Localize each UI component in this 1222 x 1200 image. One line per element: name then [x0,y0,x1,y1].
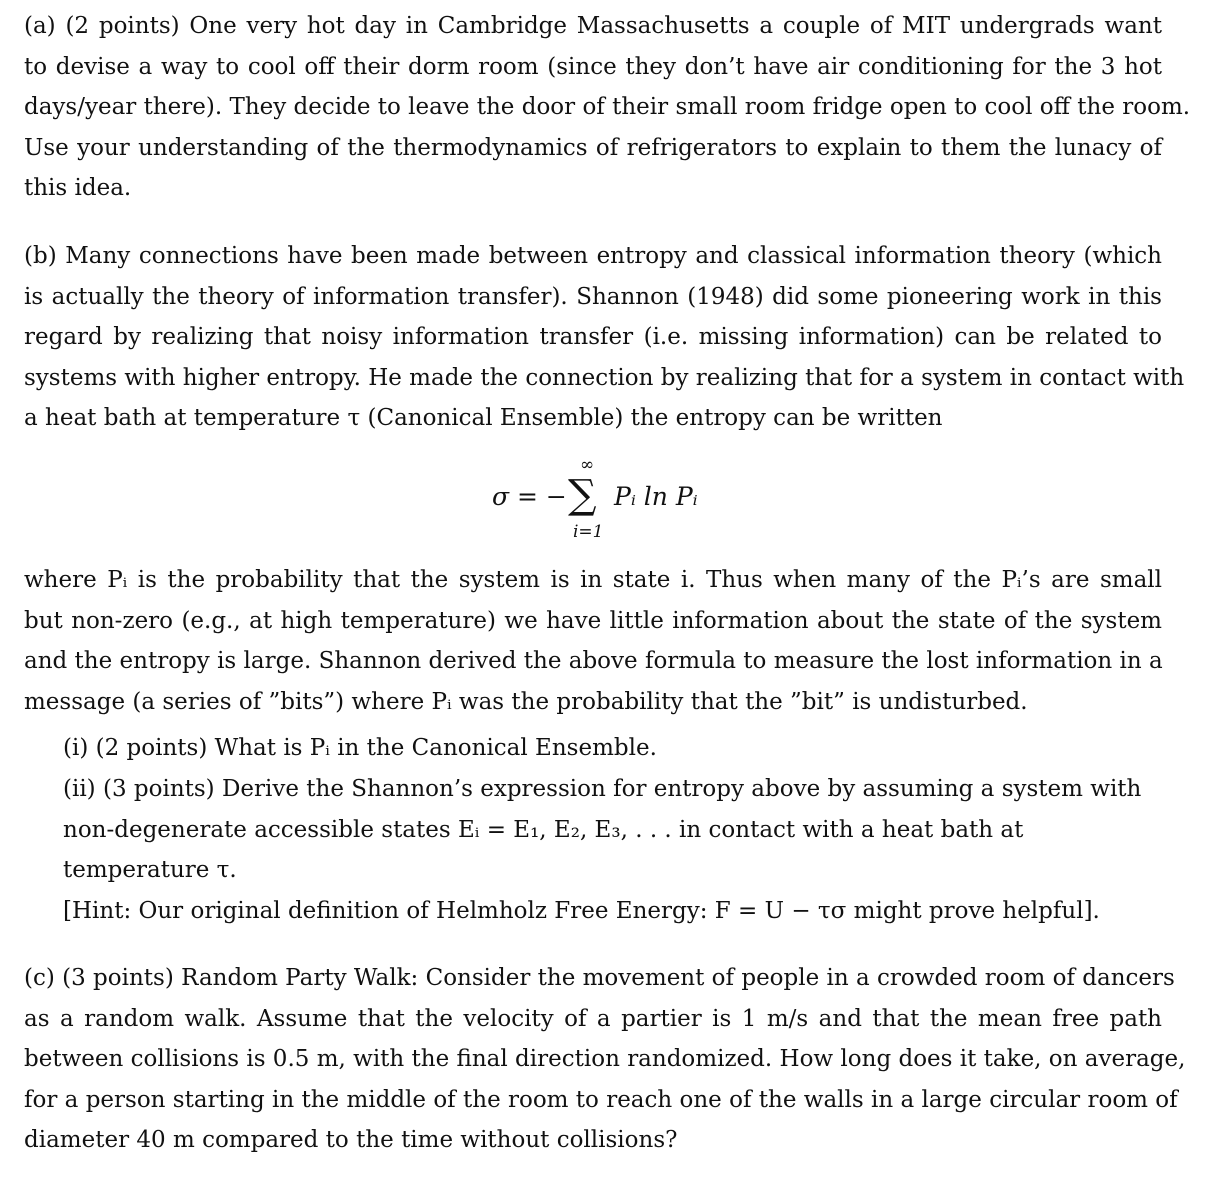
part-b-after-line: message (a series of ”bits”) where Pᵢ was the probability that the ”bit” is undisturbed. [24,688,1028,715]
part-b-line: (b) Many connections have been made between entropy and classical information theory (which [24,243,1162,269]
part-a-line: (a) (2 points) One very hot day in Cambridge Massachusetts a couple of MIT undergrads want [24,13,1162,39]
part-b-paragraph [24,236,1185,439]
part-a-line: days/year there). They decide to leave the door of their small room fridge open to cool off the room. [24,94,1191,120]
part-c-line: for a person starting in the middle of the room to reach one of the walls in a large circular room of [24,1086,1178,1113]
part-b-continuation [24,560,1162,722]
part-c-paragraph [24,958,1186,1161]
equation-rhs: Pᵢ ln Pᵢ [614,482,698,511]
sum-upper-limit: ∞ [580,455,595,475]
sub-ii-line: temperature τ. [63,857,237,883]
part-b-line: a heat bath at temperature τ (Canonical Ensemble) the entropy can be written [24,405,943,431]
part-b-line: systems with higher entropy. He made the connection by realizing that for a system in contact with [24,364,1185,391]
part-a-line: to devise a way to cool off their dorm room (since they don’t have air conditioning for the 3 hot [24,53,1162,80]
part-c-line: as a random walk. Assume that the velocity of a partier is 1 m/s and that the mean free path [24,1005,1162,1032]
sub-question-i [63,728,1162,769]
part-c-line: (c) (3 points) Random Party Walk: Consider the movement of people in a crowded room of dancers [24,965,1175,991]
part-a-paragraph [24,6,1191,209]
part-b-after-line: and the entropy is large. Shannon derived the above formula to measure the lost information in a [24,648,1163,674]
sub-ii-line: (ii) (3 points) Derive the Shannon’s expression for entropy above by assuming a system with [63,776,1142,802]
summation-symbol: ∑ [568,472,597,518]
part-b-line: is actually the theory of information transfer). Shannon (1948) did some pioneering work in this [24,283,1162,310]
sum-lower-limit: i=1 [573,522,604,542]
part-b-after-line: but non-zero (e.g., at high temperature) we have little information about the state of the system [24,607,1162,634]
part-a-line: this idea. [24,175,132,201]
sub-i-line: (i) (2 points) What is Pᵢ in the Canonical Ensemble. [63,735,657,761]
part-b-after-line: where Pᵢ is the probability that the system is in state i. Thus when many of the Pᵢ’s are small [24,567,1162,593]
part-b-line: regard by realizing that noisy information transfer (i.e. missing information) can be related to [24,324,1162,350]
hint-line: [Hint: Our original definition of Helmholz Free Energy: F = U − τσ might prove helpful]. [63,897,1100,924]
sub-question-ii [63,769,1142,931]
part-a-line: Use your understanding of the thermodynamics of refrigerators to explain to them the lunacy of [24,134,1162,161]
equation-lhs: σ = − [492,482,567,511]
shannon-entropy-equation [0,455,1222,550]
sub-ii-line: non-degenerate accessible states Eᵢ = E₁, E₂, E₃, . . . in contact with a heat bath at [63,816,1024,843]
part-c-line: diameter 40 m compared to the time without collisions? [24,1127,678,1153]
part-c-line: between collisions is 0.5 m, with the final direction randomized. How long does it take, on average, [24,1046,1186,1072]
